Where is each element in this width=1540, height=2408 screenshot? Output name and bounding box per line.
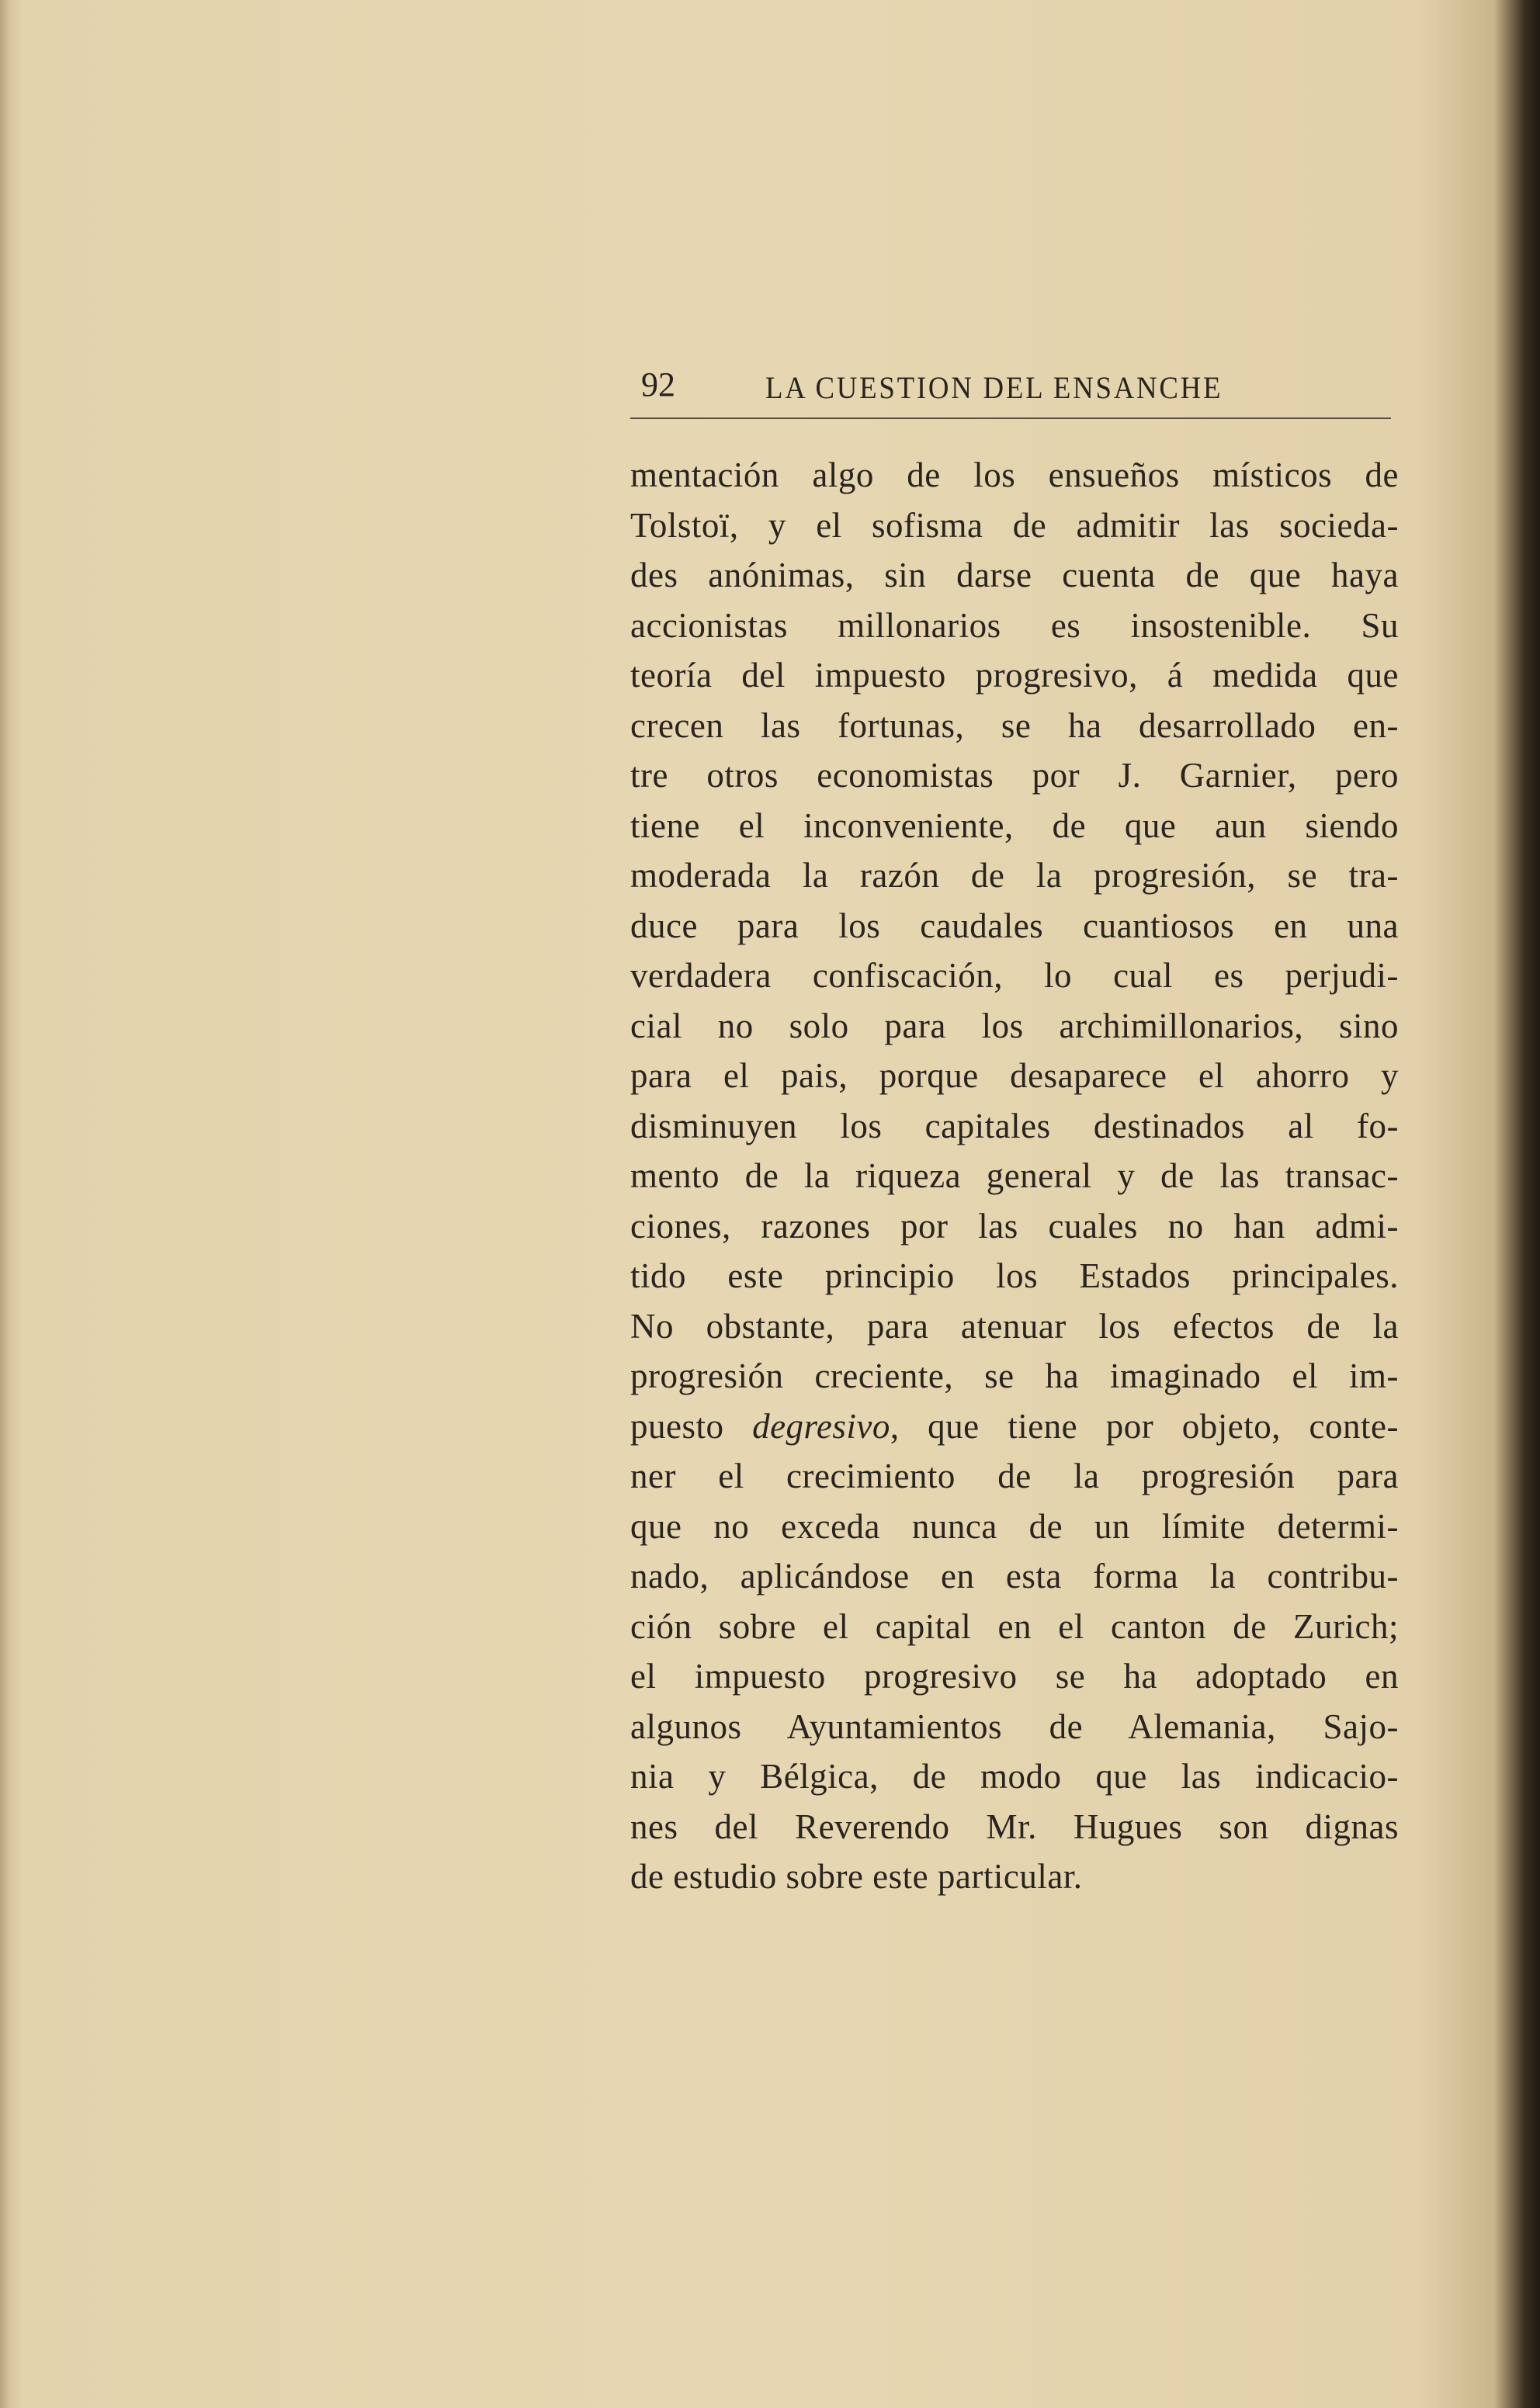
text-line: duce para los caudales cuantiosos en una xyxy=(630,906,1399,945)
running-title: LA CUESTION DEL ENSANCHE xyxy=(765,370,1223,405)
text-line: para el pais, porque desaparece el ahorro y xyxy=(630,1056,1399,1095)
text-line: disminuyen los capitales destinados al fo- xyxy=(630,1106,1399,1145)
text-line: moderada la razón de la progresión, se tra- xyxy=(630,856,1399,895)
text-line: nia y Bélgica, de modo que las indicacio- xyxy=(630,1757,1399,1796)
text-line-with-italic xyxy=(630,1401,1399,1452)
header-rule xyxy=(630,418,1391,419)
text-line: nes del Reverendo Mr. Hugues son dignas xyxy=(630,1807,1399,1846)
text-line: tiene el inconveniente, de que aun siendo xyxy=(630,806,1399,845)
page-edge xyxy=(0,0,11,2408)
text-line: No obstante, para atenuar los efectos de la xyxy=(630,1306,1399,1346)
text-segment: , que tiene por objeto, conte- xyxy=(890,1406,1399,1446)
body-text xyxy=(630,450,1399,1902)
text-line: accionistas millonarios es insostenible. Su xyxy=(630,605,1399,645)
text-line: ner el crecimiento de la progresión para xyxy=(630,1457,1399,1495)
text-line: progresión creciente, se ha imaginado el im- xyxy=(630,1356,1399,1395)
text-segment: puesto xyxy=(630,1406,753,1446)
text-line: crecen las fortunas, se ha desarrollado en- xyxy=(630,705,1399,745)
text-line: ción sobre el capital en el canton de Zurich; xyxy=(630,1606,1399,1646)
text-line: Tolstoï, y el sofisma de admitir las socieda- xyxy=(630,505,1399,545)
text-line: mento de la riqueza general y de las transac- xyxy=(630,1156,1399,1195)
text-line: de estudio sobre este particular. xyxy=(630,1857,1083,1896)
running-header xyxy=(641,365,1402,411)
text-line: teoría del impuesto progresivo, á medida que xyxy=(630,656,1399,695)
text-line: mentación algo de los ensueños místicos de xyxy=(630,456,1399,494)
text-line: des anónimas, sin darse cuenta de que haya xyxy=(630,556,1399,594)
page-number: 92 xyxy=(641,366,675,404)
text-line: algunos Ayuntamientos de Alemania, Sajo- xyxy=(630,1706,1399,1746)
text-line: tido este principio los Estados principales. xyxy=(630,1256,1399,1295)
text-line: tre otros economistas por J. Garnier, pero xyxy=(630,756,1399,795)
text-line: nado, aplicándose en esta forma la contribu- xyxy=(630,1557,1399,1596)
text-line: el impuesto progresivo se ha adoptado en xyxy=(630,1657,1399,1696)
text-line: cial no solo para los archimillonarios, sino xyxy=(630,1006,1399,1045)
italic-term: degresivo xyxy=(752,1406,890,1446)
text-line: que no exceda nunca de un límite determi- xyxy=(630,1506,1399,1546)
text-line: ciones, razones por las cuales no han admi- xyxy=(630,1206,1399,1246)
text-line: verdadera confiscación, lo cual es perjudi- xyxy=(630,956,1399,995)
